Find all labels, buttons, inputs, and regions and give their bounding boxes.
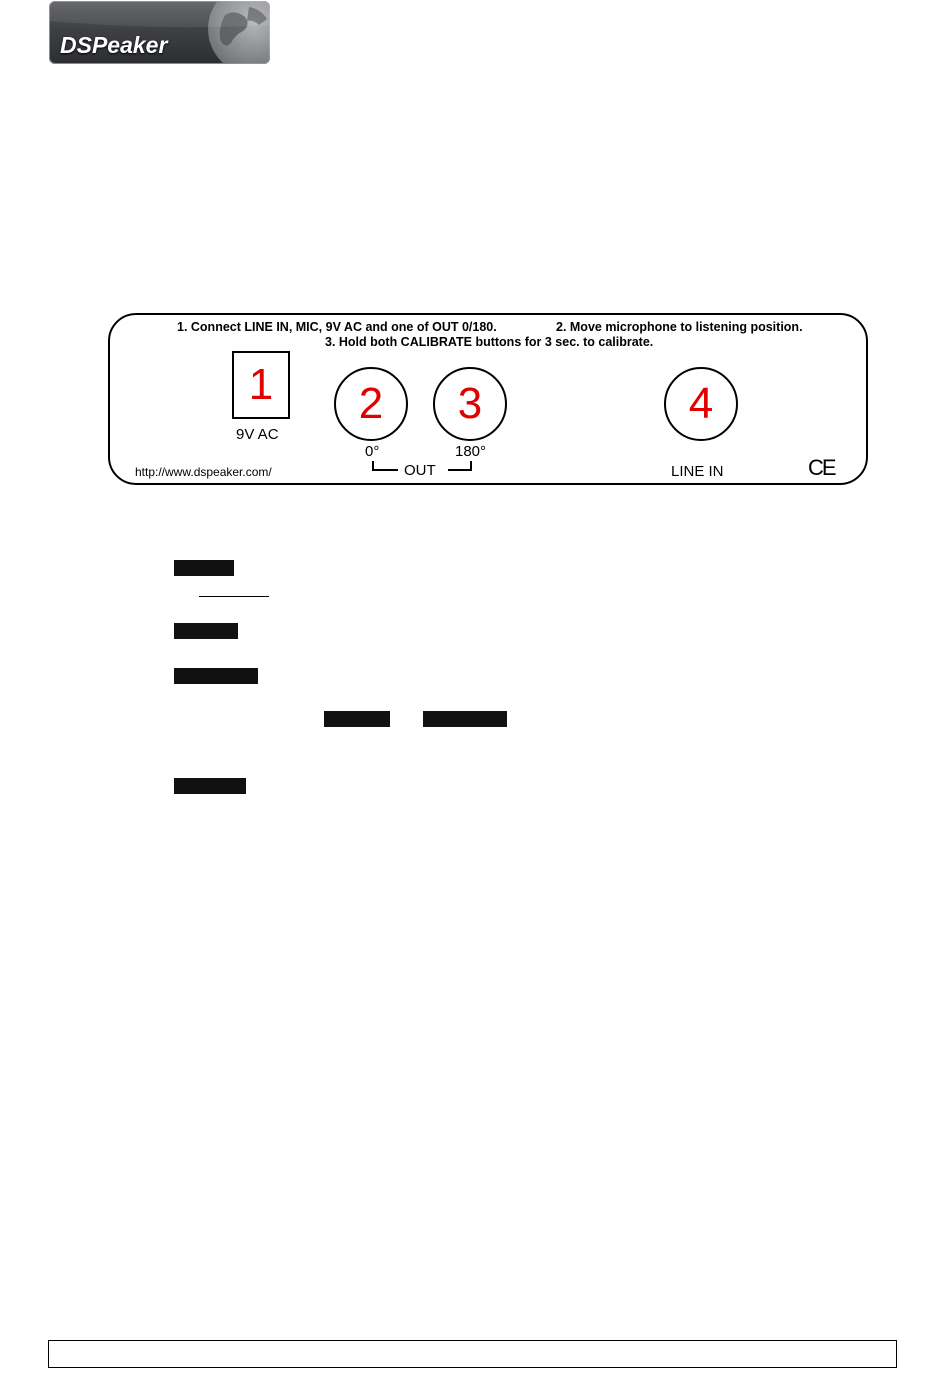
out-label: OUT: [404, 462, 436, 479]
instruction-2: 2. Move microphone to listening position.: [556, 320, 803, 334]
redacted-block: [324, 711, 390, 727]
footer-box: [48, 1340, 897, 1368]
connector-3-label: 180°: [455, 443, 487, 460]
logo-text: DSPeaker: [60, 32, 168, 58]
connector-2-number: 2: [358, 379, 384, 428]
instruction-1: 1. Connect LINE IN, MIC, 9V AC and one of OUT 0/180.: [177, 320, 497, 334]
rear-panel-diagram: [108, 313, 868, 485]
underline-rule: [199, 596, 269, 597]
redacted-block: [174, 560, 234, 576]
website-url: http://www.dspeaker.com/: [135, 465, 272, 479]
connector-out-180: [433, 367, 507, 441]
connector-2-label: 0°: [365, 443, 380, 460]
connector-4-label: LINE IN: [671, 463, 724, 480]
ce-mark: CE: [808, 455, 835, 480]
instruction-3: 3. Hold both CALIBRATE buttons for 3 sec. to calibrate.: [325, 335, 654, 349]
redacted-block: [174, 623, 238, 639]
redacted-block: [174, 668, 258, 684]
dspeaker-logo: [49, 1, 270, 64]
redacted-block: [174, 778, 246, 794]
connector-3-number: 3: [457, 379, 483, 428]
connector-9v-ac: [232, 351, 290, 419]
connector-1-label: 9V AC: [236, 426, 279, 443]
connector-out-0: [334, 367, 408, 441]
connector-1-number: 1: [248, 360, 274, 409]
connector-4-number: 4: [688, 379, 714, 428]
connector-line-in: [664, 367, 738, 441]
redacted-block: [423, 711, 507, 727]
